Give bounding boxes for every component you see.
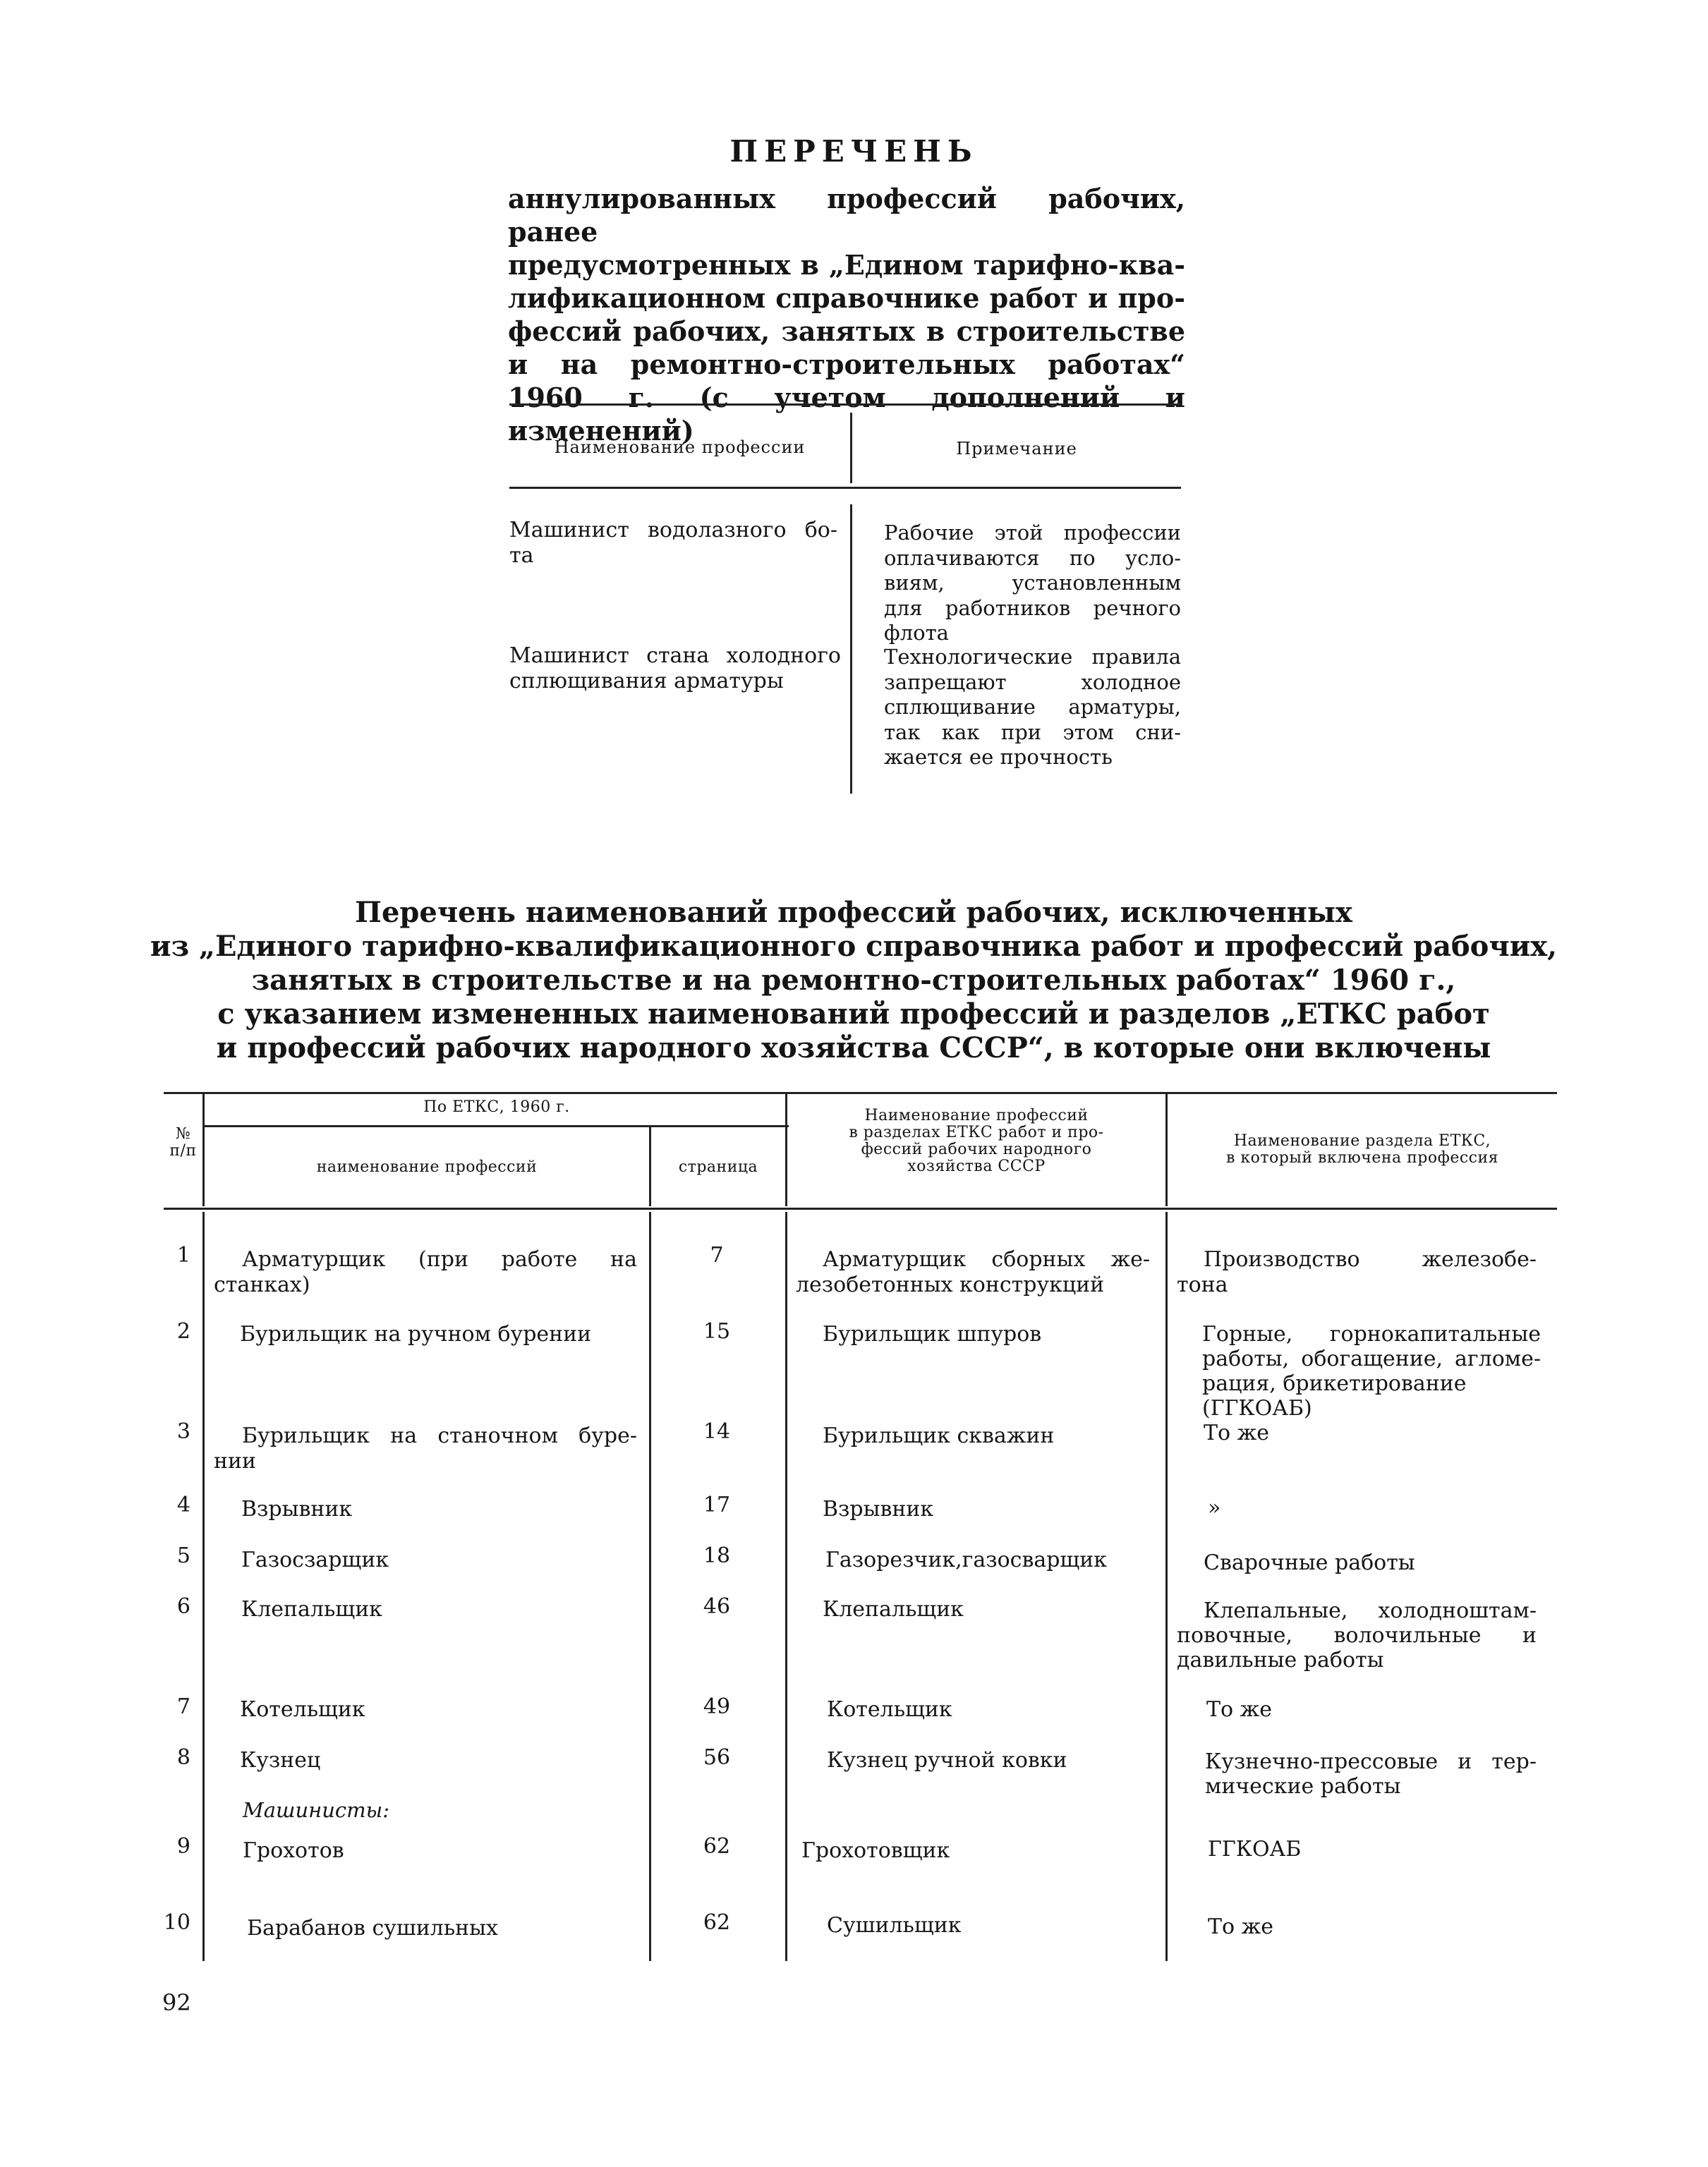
text-line: рация, брикетирование bbox=[1202, 1371, 1467, 1396]
row-old-name bbox=[240, 1697, 642, 1723]
text-line: запрещают холодное bbox=[884, 669, 1181, 694]
text-line: Клепальные, холодноштам- bbox=[1204, 1598, 1537, 1623]
row-section bbox=[1208, 1837, 1539, 1862]
text-line: Грохотов bbox=[243, 1838, 344, 1863]
row-new-name bbox=[827, 1697, 1158, 1723]
row-old-name bbox=[240, 1322, 642, 1347]
text-line: » bbox=[1208, 1495, 1221, 1520]
row-section bbox=[1208, 1914, 1539, 1940]
list1-row-name bbox=[509, 518, 837, 569]
row-page: 49 bbox=[703, 1694, 731, 1719]
text-line: станках) bbox=[214, 1273, 310, 1297]
header-section bbox=[1168, 1133, 1557, 1167]
row-section bbox=[1177, 1247, 1537, 1298]
row-old-name bbox=[241, 1497, 643, 1522]
list2-title-line: и профессий рабочих народного хозяйства СССР“, в которые они включены bbox=[216, 1031, 1491, 1064]
list1-row-note bbox=[884, 645, 1181, 770]
list1-subtitle-line: и на ремонтно-строительных работах“ bbox=[508, 348, 1185, 380]
text-line: Производство железобе- bbox=[1204, 1247, 1537, 1272]
text-line: виям, установленным bbox=[884, 571, 1181, 595]
text-line: То же bbox=[1208, 1914, 1273, 1939]
list1-subtitle bbox=[508, 182, 1185, 447]
header-line: хозяйства СССР bbox=[907, 1158, 1046, 1175]
header-line: в разделах ЕТКС работ и про- bbox=[849, 1124, 1104, 1141]
table-rule bbox=[164, 1092, 1557, 1094]
list1-subtitle-line: лификационном справочнике работ и про- bbox=[508, 282, 1185, 314]
list1-subtitle-line: предусмотренных в „Едином тарифно-ква- bbox=[508, 249, 1185, 281]
row-number: 9 bbox=[176, 1834, 190, 1859]
row-section bbox=[1205, 1749, 1537, 1799]
header-num bbox=[164, 1126, 202, 1160]
text-line: Бурильщик скважин bbox=[823, 1424, 1055, 1448]
text-line: Газорезчик,газосварщик bbox=[825, 1548, 1108, 1572]
text-line: Клепальщик bbox=[823, 1597, 964, 1622]
text-line: Арматурщик (при работе на bbox=[242, 1247, 637, 1272]
row-page: 56 bbox=[703, 1745, 731, 1770]
text-line: То же bbox=[1204, 1421, 1269, 1445]
row-new-name bbox=[823, 1597, 1154, 1622]
text-line: та bbox=[509, 543, 534, 568]
row-old-name bbox=[243, 1838, 645, 1864]
row-number: 5 bbox=[176, 1543, 190, 1568]
header-line: фессий рабочих народного bbox=[861, 1141, 1092, 1158]
list1-subtitle-line: 1960 г. (с учетом дополнений и изменений) bbox=[508, 382, 1185, 447]
subgroup-label: Машинисты: bbox=[243, 1798, 390, 1822]
row-new-name bbox=[823, 1497, 1154, 1522]
row-old-name bbox=[214, 1424, 637, 1474]
list2-title-line: с указанием измененных наименований профессий и разделов „ЕТКС работ bbox=[217, 997, 1490, 1031]
row-section bbox=[1204, 1550, 1535, 1576]
row-new-name bbox=[825, 1548, 1157, 1573]
table-rule bbox=[649, 1212, 651, 1961]
row-section bbox=[1202, 1322, 1541, 1421]
row-number: 7 bbox=[176, 1694, 190, 1719]
text-line: Рабочие этой профессии bbox=[884, 521, 1181, 545]
text-line: нии bbox=[214, 1449, 256, 1474]
header-line: Наименование раздела ЕТКС, bbox=[1233, 1132, 1491, 1150]
text-line: Кузнец bbox=[240, 1748, 321, 1773]
text-line: Машинист водолазного бо- bbox=[509, 518, 837, 542]
text-line: Бурильщик на ручном бурении bbox=[240, 1322, 592, 1347]
text-line: Горные, горнокапитальные bbox=[1202, 1322, 1541, 1347]
text-line: Бурильщик на станочном буре- bbox=[242, 1424, 637, 1448]
row-page: 62 bbox=[703, 1910, 731, 1935]
table-rule bbox=[509, 403, 1181, 406]
row-number: 4 bbox=[176, 1493, 190, 1517]
text-line: Взрывник bbox=[241, 1497, 353, 1522]
text-line: так как при этом сни- bbox=[884, 720, 1181, 744]
list1-subtitle-line: фессий рабочих, занятых в строительстве bbox=[508, 315, 1185, 347]
row-old-name bbox=[241, 1597, 643, 1622]
text-line: Газосзарщик bbox=[241, 1548, 389, 1572]
row-page: 17 bbox=[703, 1493, 731, 1517]
row-page: 15 bbox=[703, 1319, 731, 1344]
text-line: Барабанов сушильных bbox=[247, 1916, 498, 1941]
page-number: 92 bbox=[162, 1989, 191, 2016]
text-line: Сварочные работы bbox=[1204, 1550, 1415, 1575]
list1-row-note bbox=[884, 521, 1181, 646]
text-line: Арматурщик сборных же- bbox=[823, 1247, 1150, 1272]
row-new-name bbox=[823, 1424, 1154, 1449]
header-profession-name: наименование профессий bbox=[316, 1158, 538, 1176]
list2-title bbox=[141, 896, 1566, 1065]
text-line: лезобетонных конструкций bbox=[796, 1273, 1105, 1297]
row-number: 1 bbox=[176, 1243, 190, 1268]
row-new-name bbox=[827, 1748, 1158, 1773]
list1-row-name bbox=[509, 643, 841, 694]
list1-subtitle-line: аннулированных профессий рабочих, ранее bbox=[508, 183, 1185, 248]
row-page: 7 bbox=[710, 1243, 724, 1268]
header-line: п/п bbox=[169, 1142, 197, 1160]
row-new-name bbox=[823, 1322, 1154, 1347]
text-line: работы, обогащение, агломе- bbox=[1202, 1347, 1541, 1371]
row-section bbox=[1204, 1421, 1535, 1446]
list2-title-line: из „Единого тарифно-квалификационного справочника работ и профессий рабочих, bbox=[150, 930, 1558, 963]
header-group-etks-1960: По ЕТКС, 1960 г. bbox=[423, 1098, 570, 1116]
row-section bbox=[1206, 1697, 1538, 1723]
row-section bbox=[1208, 1495, 1349, 1521]
table-rule bbox=[164, 1208, 1557, 1210]
text-line: оплачиваются по усло- bbox=[884, 545, 1181, 570]
row-number: 3 bbox=[176, 1419, 190, 1444]
text-line: Грохотовщик bbox=[801, 1838, 950, 1863]
row-page: 14 bbox=[703, 1419, 731, 1444]
text-line: Сушильщик bbox=[827, 1913, 962, 1938]
table-rule bbox=[785, 1212, 787, 1961]
row-number: 2 bbox=[176, 1319, 190, 1344]
row-old-name bbox=[240, 1748, 642, 1773]
row-new-name bbox=[827, 1913, 1158, 1938]
table-rule bbox=[509, 487, 1181, 489]
header-line: Наименование профессий bbox=[864, 1107, 1089, 1124]
row-new-name bbox=[801, 1838, 1133, 1864]
text-line: Клепальщик bbox=[241, 1597, 382, 1622]
text-line: Котельщик bbox=[240, 1697, 365, 1722]
list1-col-name-header: Наименование профессии bbox=[554, 437, 806, 457]
text-line: Технологические правила bbox=[884, 645, 1181, 669]
text-line: жается ее прочность bbox=[884, 745, 1113, 769]
list2-title-line: Перечень наименований профессий рабочих, исключенных bbox=[355, 896, 1352, 929]
table-rule bbox=[202, 1212, 205, 1961]
table-rule bbox=[205, 1125, 789, 1127]
header-line: в который включена профессия bbox=[1225, 1149, 1499, 1167]
row-new-name bbox=[796, 1247, 1150, 1298]
header-line: № bbox=[175, 1125, 191, 1143]
list1-col-note-header: Примечание bbox=[956, 439, 1077, 459]
text-line: Взрывник bbox=[823, 1497, 934, 1522]
text-line: повочные, волочильные и bbox=[1177, 1623, 1537, 1648]
text-line: Кузнец ручной ковки bbox=[827, 1748, 1067, 1773]
text-line: (ГГКОАБ) bbox=[1202, 1396, 1312, 1421]
row-number: 10 bbox=[163, 1910, 190, 1935]
text-line: для работников речного bbox=[884, 595, 1181, 620]
table-rule bbox=[850, 504, 852, 794]
row-old-name bbox=[247, 1916, 649, 1941]
list1-heading: ПЕРЕЧЕНЬ bbox=[729, 134, 979, 169]
row-page: 62 bbox=[703, 1834, 731, 1859]
text-line: Кузнечно-прессовые и тер- bbox=[1205, 1749, 1537, 1774]
row-page: 46 bbox=[703, 1594, 731, 1619]
text-line: тона bbox=[1177, 1273, 1228, 1297]
header-new-name bbox=[787, 1107, 1165, 1175]
text-line: мические работы bbox=[1205, 1774, 1401, 1799]
row-page: 18 bbox=[703, 1543, 731, 1568]
row-old-name bbox=[214, 1247, 637, 1298]
text-line: сплющивания арматуры bbox=[509, 669, 784, 693]
text-line: Бурильщик шпуров bbox=[823, 1322, 1042, 1347]
text-line: Котельщик bbox=[827, 1697, 952, 1722]
header-page: страница bbox=[678, 1158, 758, 1176]
text-line: ГГКОАБ bbox=[1208, 1837, 1302, 1862]
text-line: То же bbox=[1206, 1697, 1272, 1722]
row-number: 6 bbox=[176, 1594, 190, 1619]
list2-title-line: занятых в строительстве и на ремонтно-строительных работах“ 1960 г., bbox=[251, 964, 1456, 997]
text-line: давильные работы bbox=[1177, 1648, 1384, 1673]
text-line: флота bbox=[884, 621, 949, 645]
row-number: 8 bbox=[176, 1745, 190, 1770]
text-line: Машинист стана холодного bbox=[509, 643, 841, 668]
row-old-name bbox=[241, 1548, 643, 1573]
row-section bbox=[1177, 1598, 1537, 1673]
table-rule bbox=[1165, 1212, 1168, 1961]
text-line: сплющивание арматуры, bbox=[884, 695, 1181, 719]
